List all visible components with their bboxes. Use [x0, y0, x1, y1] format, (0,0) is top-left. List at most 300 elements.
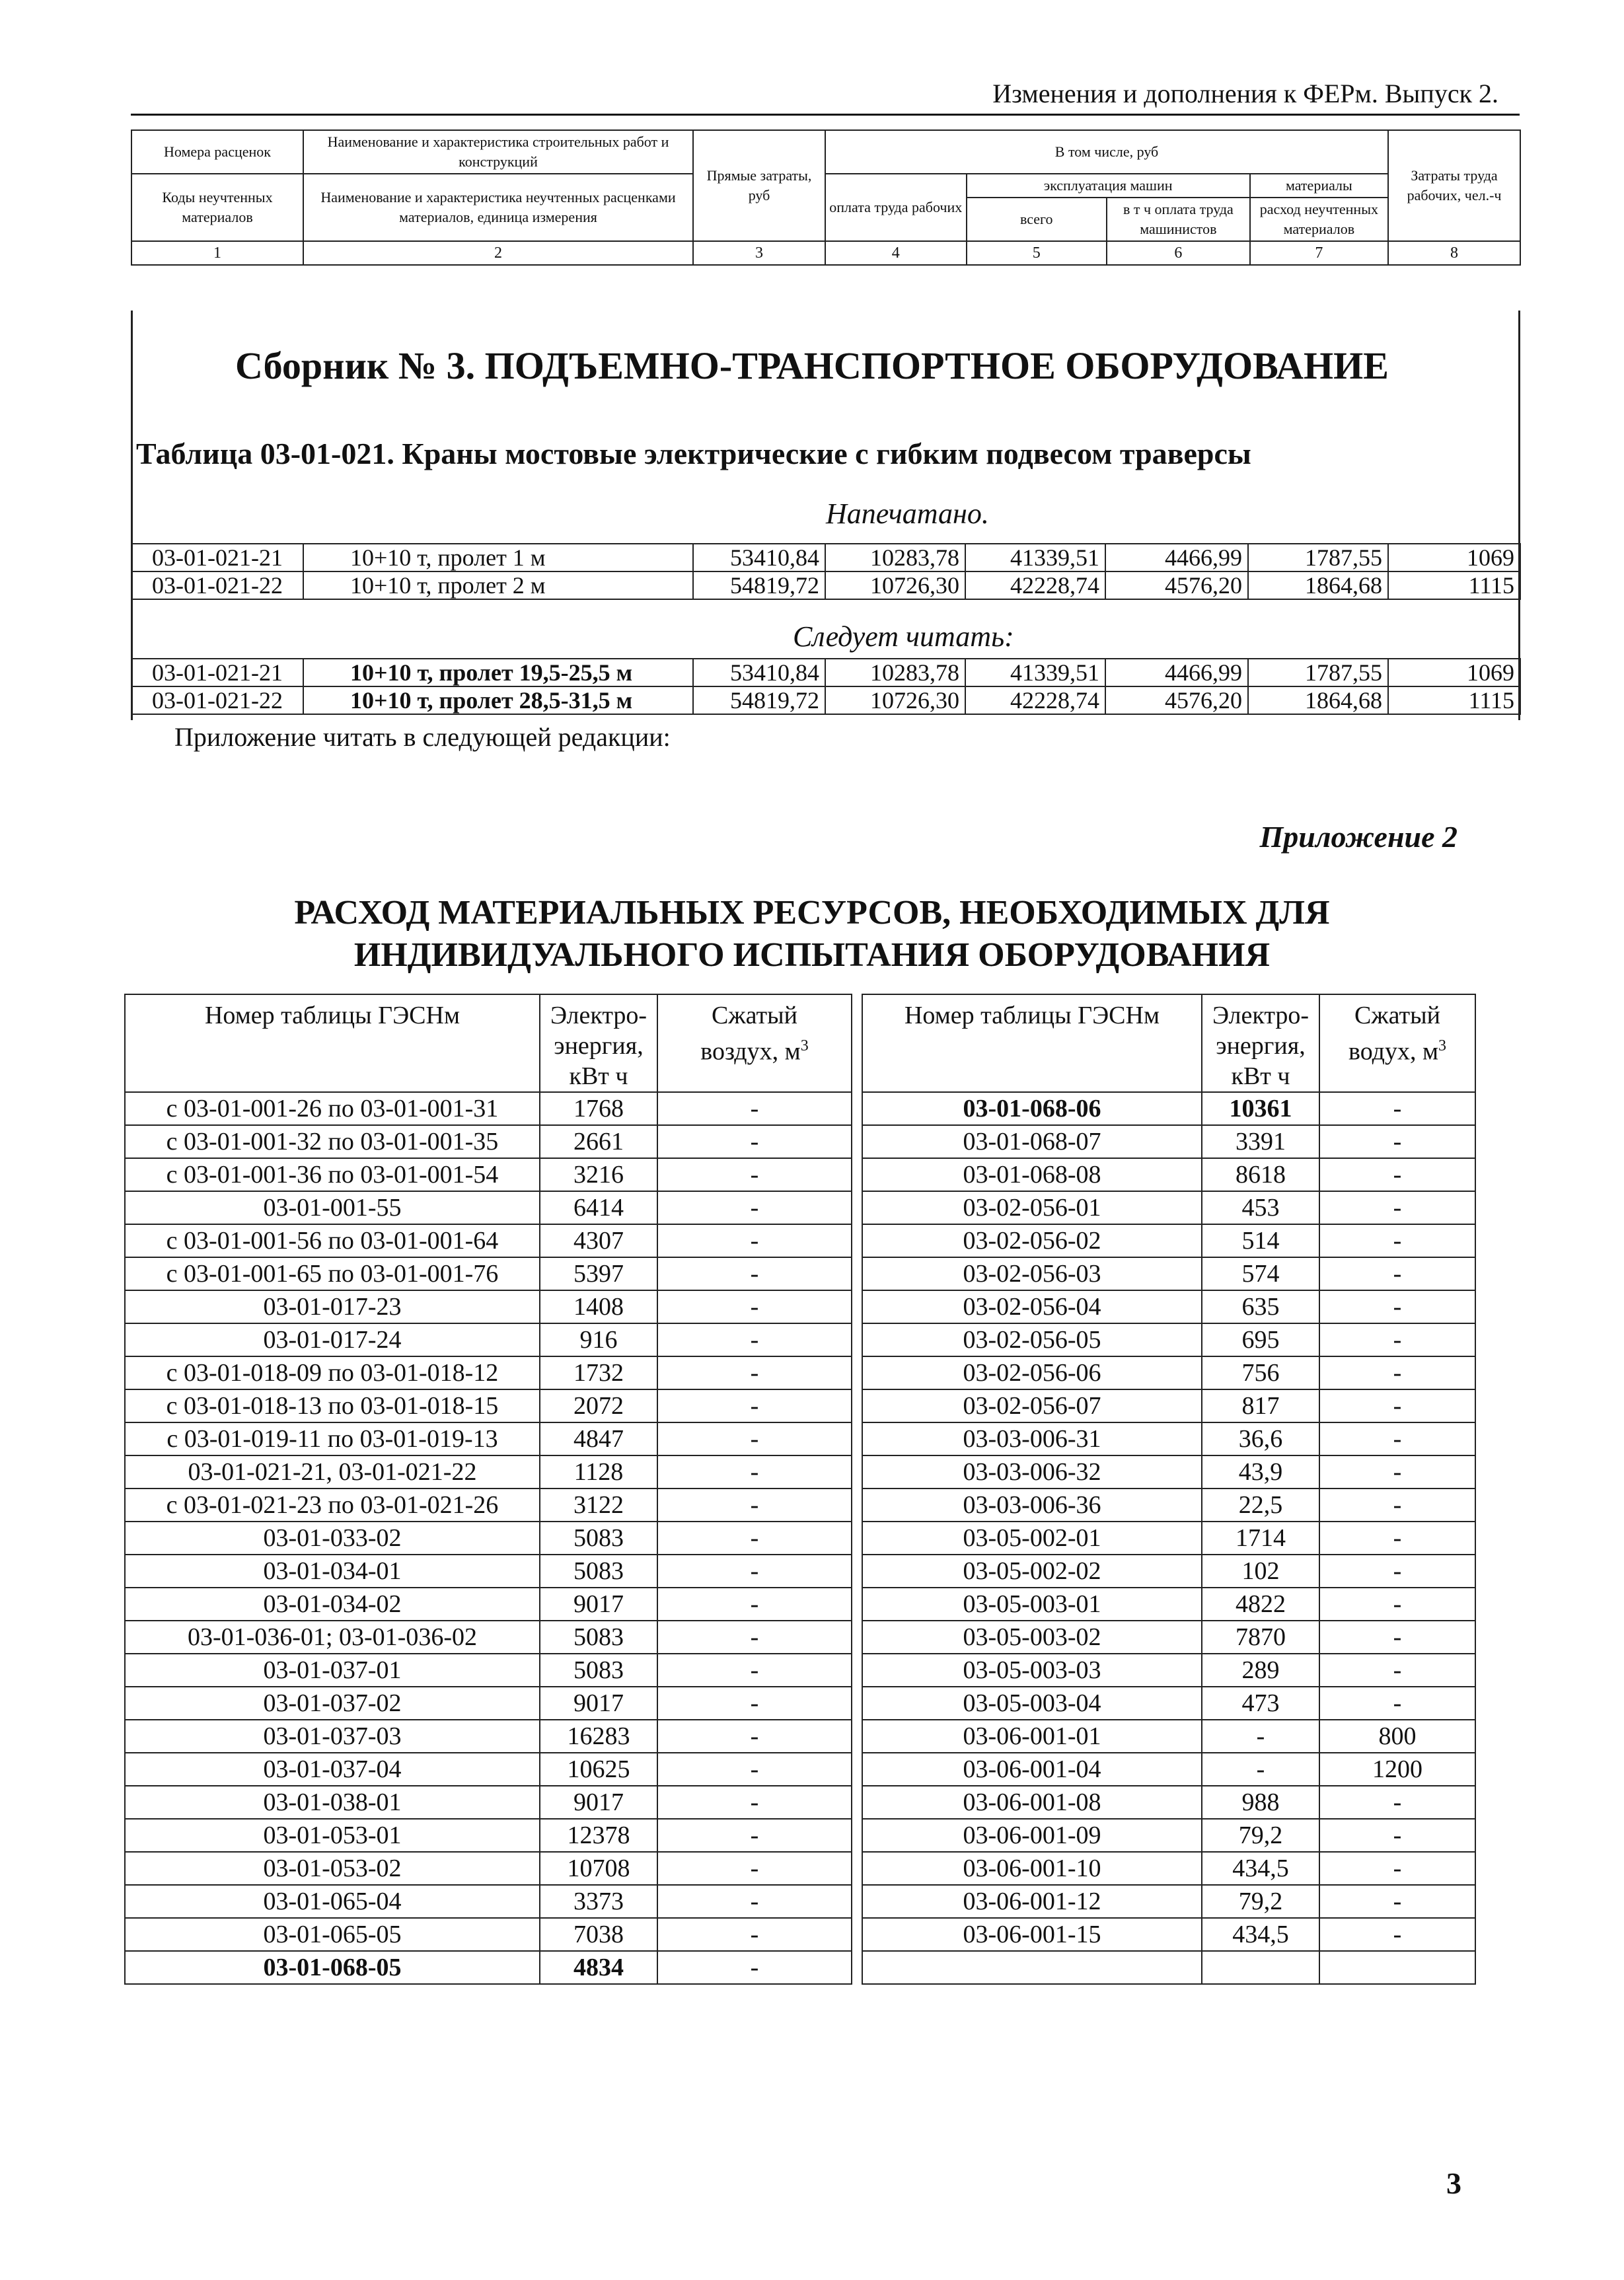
cell-table-number: 03-01-065-04 [125, 1885, 540, 1918]
cell-electricity: 10361 [1202, 1092, 1319, 1125]
cell-air: - [1319, 1819, 1475, 1852]
cell-air: - [1319, 1257, 1475, 1290]
cell-electricity: 16283 [540, 1720, 657, 1753]
cell-electricity: 695 [1202, 1323, 1319, 1356]
cell-table-number: 03-02-056-07 [862, 1389, 1202, 1422]
cell-air: - [657, 1753, 852, 1786]
should-read-label: Следует читать: [793, 620, 1014, 653]
header-line: Сжатый [1354, 1002, 1440, 1029]
cell-electricity: 5083 [540, 1621, 657, 1654]
cell-table-number: 03-05-002-01 [862, 1522, 1202, 1555]
table-row [862, 1720, 1475, 1753]
cell-value: 1864,68 [1248, 686, 1388, 714]
header-line: энергия, [1216, 1032, 1306, 1060]
table-row [125, 1720, 852, 1753]
cell-table-number: 03-01-037-04 [125, 1753, 540, 1786]
cell-air: - [657, 1621, 852, 1654]
header-rule [131, 114, 1520, 116]
table-row [862, 1489, 1475, 1522]
cell-table-number [862, 1951, 1202, 1984]
cell-electricity: 79,2 [1202, 1819, 1319, 1852]
cell-air: - [1319, 1654, 1475, 1687]
cell-table-number: 03-02-056-02 [862, 1224, 1202, 1257]
cell-air: - [1319, 1687, 1475, 1720]
cell-electricity: 9017 [540, 1588, 657, 1621]
cell-electricity: 4822 [1202, 1588, 1319, 1621]
cell-table-number: 03-06-001-04 [862, 1753, 1202, 1786]
col-number: 6 [1107, 242, 1250, 264]
cell-table-number: 03-06-001-15 [862, 1918, 1202, 1951]
table-row [125, 1885, 852, 1918]
hdr-rashod: расход неучтенных материалов [1250, 198, 1387, 240]
cell-table-number: с 03-01-001-36 по 03-01-001-54 [125, 1158, 540, 1191]
table-row [125, 1687, 852, 1720]
cell-value: 1787,55 [1248, 544, 1388, 571]
cell-air: - [657, 1092, 852, 1125]
cell-value: 41339,51 [965, 659, 1105, 686]
cell-electricity: 10625 [540, 1753, 657, 1786]
cell-air: - [657, 1555, 852, 1588]
cell-air: - [1319, 1290, 1475, 1323]
table-row [862, 1786, 1475, 1819]
table-row [862, 1555, 1475, 1588]
cell-electricity: 5083 [540, 1555, 657, 1588]
cell-table-number: 03-01-037-01 [125, 1654, 540, 1687]
main-title [0, 892, 1624, 976]
cell-electricity: 10708 [540, 1852, 657, 1885]
cell-air: - [657, 1356, 852, 1389]
cell-table-number: 03-01-068-07 [862, 1125, 1202, 1158]
cell-electricity [1202, 1951, 1319, 1984]
table-row [125, 1555, 852, 1588]
hdr-nomera: Номера расценок [131, 130, 303, 174]
cell-electricity: 102 [1202, 1555, 1319, 1588]
cell-air: - [657, 1720, 852, 1753]
printed-rows-table [131, 543, 1521, 600]
cell-electricity: 1714 [1202, 1522, 1319, 1555]
table-row [125, 1588, 852, 1621]
cell-electricity: 289 [1202, 1654, 1319, 1687]
cell-table-number: с 03-01-001-26 по 03-01-001-31 [125, 1092, 540, 1125]
cell-table-number: с 03-01-001-65 по 03-01-001-76 [125, 1257, 540, 1290]
cell-air: - [657, 1588, 852, 1621]
table-row [125, 1422, 852, 1455]
hdr-materialy: материалы [1250, 174, 1387, 198]
cell-air: 1200 [1319, 1753, 1475, 1786]
appendix-label: Приложение 2 [1259, 820, 1458, 854]
table-row [862, 1158, 1475, 1191]
cell-electricity: 2661 [540, 1125, 657, 1158]
hdr-oplata: оплата труда рабочих [826, 174, 967, 240]
cell-table-number: 03-01-068-08 [862, 1158, 1202, 1191]
cell-table-number: 03-02-056-01 [862, 1191, 1202, 1224]
cell-electricity: 36,6 [1202, 1422, 1319, 1455]
cell-air: - [657, 1125, 852, 1158]
cell-value: 10283,78 [825, 544, 965, 571]
table-row [862, 1819, 1475, 1852]
table-row [125, 1224, 852, 1257]
cell-table-number: 03-03-006-32 [862, 1455, 1202, 1489]
cell-table-number: с 03-01-021-23 по 03-01-021-26 [125, 1489, 540, 1522]
table-row [125, 1522, 852, 1555]
cell-table-number: с 03-01-018-09 по 03-01-018-12 [125, 1356, 540, 1389]
hdr-naim1: Наименование и характеристика строительных работ и конструкций [303, 130, 693, 174]
hdr-vtch: в т ч оплата труда машинистов [1107, 198, 1250, 240]
cell-table-number: 03-03-006-36 [862, 1489, 1202, 1522]
cell-air: - [1319, 1356, 1475, 1389]
cell-table-number: 03-06-001-09 [862, 1819, 1202, 1852]
correct-rows-table [131, 658, 1521, 715]
printed-label: Напечатано. [826, 497, 989, 530]
cell-table-number: 03-01-053-02 [125, 1852, 540, 1885]
table-title: Таблица 03-01-021. Краны мостовые электрические с гибким подвесом траверсы [136, 437, 1251, 470]
cell-air: - [1319, 1323, 1475, 1356]
main-title-line-1: РАСХОД МАТЕРИАЛЬНЫХ РЕСУРСОВ, НЕОБХОДИМЫХ ДЛЯ [294, 894, 1330, 932]
cell-air: - [657, 1389, 852, 1422]
table-row [125, 1158, 852, 1191]
table-row [125, 1125, 852, 1158]
cell-air: 800 [1319, 1720, 1475, 1753]
cell-electricity: 5397 [540, 1257, 657, 1290]
cell-table-number: 03-02-056-03 [862, 1257, 1202, 1290]
hdr-sub-table [826, 174, 1387, 240]
table-row [862, 1951, 1475, 1984]
col-number: 3 [693, 241, 825, 265]
table-row [125, 1753, 852, 1786]
header-line: кВт ч [1231, 1062, 1290, 1090]
cell-air: - [1319, 1158, 1475, 1191]
cell-table-number: 03-02-056-04 [862, 1290, 1202, 1323]
cell-air: - [657, 1951, 852, 1984]
cell-code: 03-01-021-21 [131, 659, 303, 686]
cell-value: 42228,74 [965, 571, 1105, 599]
cell-electricity: 1128 [540, 1455, 657, 1489]
cell-electricity: 3373 [540, 1885, 657, 1918]
cell-table-number: 03-01-034-02 [125, 1588, 540, 1621]
header-line: Сжатый [712, 1002, 797, 1029]
cell-electricity: 9017 [540, 1786, 657, 1819]
cell-table-number: 03-02-056-05 [862, 1323, 1202, 1356]
table-row [862, 1191, 1475, 1224]
cell-value: 1069 [1388, 544, 1520, 571]
cell-electricity: 9017 [540, 1687, 657, 1720]
cell-value: 10726,30 [825, 571, 965, 599]
table-row [862, 1455, 1475, 1489]
table-row [131, 544, 1520, 571]
cell-table-number: 03-01-021-21, 03-01-021-22 [125, 1455, 540, 1489]
table-row [862, 1918, 1475, 1951]
page-number: 3 [1446, 2166, 1461, 2200]
hdr-v-tom-chisle: В том числе, руб [825, 130, 1388, 174]
cell-table-number: 03-01-068-06 [862, 1092, 1202, 1125]
cell-table-number: 03-06-001-10 [862, 1852, 1202, 1885]
cell-electricity: 514 [1202, 1224, 1319, 1257]
cell-electricity: 574 [1202, 1257, 1319, 1290]
table-row [862, 1621, 1475, 1654]
cell-air: - [1319, 1555, 1475, 1588]
cell-electricity: 4847 [540, 1422, 657, 1455]
cell-value: 54819,72 [693, 571, 825, 599]
after-text: Приложение читать в следующей редакции: [174, 722, 671, 752]
header-line: Электро- [550, 1002, 647, 1029]
cell-electricity: 1768 [540, 1092, 657, 1125]
table-row [125, 1323, 852, 1356]
cell-table-number: 03-01-065-05 [125, 1918, 540, 1951]
cell-value: 1115 [1388, 686, 1520, 714]
col-number: 2 [303, 241, 693, 265]
table-row [125, 1621, 852, 1654]
cell-value: 10726,30 [825, 686, 965, 714]
col-number: 7 [1315, 244, 1323, 262]
cell-electricity: 916 [540, 1323, 657, 1356]
cell-air: - [1319, 1918, 1475, 1951]
cell-air: - [657, 1290, 852, 1323]
cell-name: 10+10 т, пролет 1 м [303, 544, 693, 571]
cell-air: - [657, 1158, 852, 1191]
cell-value: 4576,20 [1105, 686, 1248, 714]
cell-table-number: 03-01-068-05 [125, 1951, 540, 1984]
cell-table-number: 03-05-003-01 [862, 1588, 1202, 1621]
cell-electricity: 473 [1202, 1687, 1319, 1720]
superscript-3: 3 [1438, 1037, 1446, 1054]
table-row [862, 1654, 1475, 1687]
col-number: 8 [1388, 241, 1520, 265]
hdr-naim2: Наименование и характеристика неучтенных расценками материалов, единица измерения [303, 174, 693, 241]
col-header-air [657, 994, 852, 1092]
cell-electricity: 434,5 [1202, 1918, 1319, 1951]
table-row [862, 1257, 1475, 1290]
cell-value: 1787,55 [1248, 659, 1388, 686]
cell-value: 41339,51 [965, 544, 1105, 571]
cell-table-number: 03-01-017-23 [125, 1290, 540, 1323]
table-row [125, 1257, 852, 1290]
header-unit: воздух, м [700, 1037, 801, 1066]
cell-air: - [657, 1852, 852, 1885]
hdr-vsego: всего [967, 198, 1107, 240]
cell-table-number: 03-06-001-08 [862, 1786, 1202, 1819]
cell-air: - [657, 1687, 852, 1720]
table-row [125, 1852, 852, 1885]
cell-value: 53410,84 [693, 659, 825, 686]
cell-value: 54819,72 [693, 686, 825, 714]
superscript-3: 3 [800, 1037, 809, 1054]
cell-air: - [657, 1654, 852, 1687]
table-row [125, 1389, 852, 1422]
cell-air [1319, 1951, 1475, 1984]
cell-name: 10+10 т, пролет 28,5-31,5 м [303, 686, 693, 714]
table-row [862, 1224, 1475, 1257]
resources-table-left [124, 994, 852, 1985]
top-table-header [131, 129, 1521, 266]
table-row [131, 659, 1520, 686]
cell-table-number: 03-01-037-03 [125, 1720, 540, 1753]
table-row [125, 1951, 852, 1984]
cell-air: - [1319, 1522, 1475, 1555]
main-title-line-2: ИНДИВИДУАЛЬНОГО ИСПЫТАНИЯ ОБОРУДОВАНИЯ [353, 936, 1271, 974]
cell-electricity: 5083 [540, 1522, 657, 1555]
cell-value: 10283,78 [825, 659, 965, 686]
cell-value: 53410,84 [693, 544, 825, 571]
cell-electricity: 1732 [540, 1356, 657, 1389]
cell-table-number: с 03-01-019-11 по 03-01-019-13 [125, 1422, 540, 1455]
table-row [862, 1588, 1475, 1621]
table-row [125, 1092, 852, 1125]
cell-electricity: 22,5 [1202, 1489, 1319, 1522]
cell-value: 4466,99 [1105, 659, 1248, 686]
cell-table-number: с 03-01-018-13 по 03-01-018-15 [125, 1389, 540, 1422]
cell-air: - [1319, 1092, 1475, 1125]
hdr-sub [825, 174, 1388, 241]
cell-air: - [1319, 1588, 1475, 1621]
cell-air: - [1319, 1489, 1475, 1522]
cell-value: 42228,74 [965, 686, 1105, 714]
col-header-air [1319, 994, 1475, 1092]
cell-table-number: 03-06-001-01 [862, 1720, 1202, 1753]
cell-electricity: 988 [1202, 1786, 1319, 1819]
cell-air: - [1319, 1455, 1475, 1489]
cell-air: - [1319, 1621, 1475, 1654]
col-header-table-number: Номер таблицы ГЭСНм [125, 994, 540, 1092]
cell-air: - [657, 1191, 852, 1224]
table-row [125, 1786, 852, 1819]
table-row [862, 1753, 1475, 1786]
cell-air: - [657, 1257, 852, 1290]
cell-air: - [1319, 1224, 1475, 1257]
cell-electricity: 4307 [540, 1224, 657, 1257]
cell-electricity: - [1202, 1720, 1319, 1753]
cell-electricity: 2072 [540, 1389, 657, 1422]
cell-table-number: 03-02-056-06 [862, 1356, 1202, 1389]
header-unit: водух, м [1348, 1037, 1438, 1066]
cell-value: 1069 [1388, 659, 1520, 686]
cell-air: - [657, 1422, 852, 1455]
table-row [862, 1389, 1475, 1422]
cell-electricity: 817 [1202, 1389, 1319, 1422]
cell-electricity: 12378 [540, 1819, 657, 1852]
table-row [125, 1191, 852, 1224]
cell-electricity: 3122 [540, 1489, 657, 1522]
sbornik-title: Сборник № 3. ПОДЪЕМНО-ТРАНСПОРТНОЕ ОБОРУДОВАНИЕ [235, 344, 1389, 387]
table-row [862, 1422, 1475, 1455]
cell-table-number: с 03-01-001-56 по 03-01-001-64 [125, 1224, 540, 1257]
cell-air: - [1319, 1786, 1475, 1819]
table-row [131, 571, 1520, 599]
table-row [125, 1290, 852, 1323]
cell-name: 10+10 т, пролет 19,5-25,5 м [303, 659, 693, 686]
table-row [125, 1356, 852, 1389]
cell-value: 4466,99 [1105, 544, 1248, 571]
table-header-row [125, 994, 852, 1092]
cell-table-number: 03-01-033-02 [125, 1522, 540, 1555]
cell-electricity: 6414 [540, 1191, 657, 1224]
cell-electricity: 453 [1202, 1191, 1319, 1224]
header-line: Электро- [1212, 1002, 1310, 1029]
cell-electricity: 79,2 [1202, 1885, 1319, 1918]
cell-electricity: 3391 [1202, 1125, 1319, 1158]
cell-electricity: 43,9 [1202, 1455, 1319, 1489]
resources-table-right [862, 994, 1476, 1985]
cell-table-number: 03-05-003-04 [862, 1687, 1202, 1720]
cell-air: - [657, 1323, 852, 1356]
cell-table-number: 03-01-001-55 [125, 1191, 540, 1224]
cell-air: - [657, 1489, 852, 1522]
table-row [125, 1819, 852, 1852]
cell-electricity: 7038 [540, 1918, 657, 1951]
table-row [862, 1852, 1475, 1885]
table-row [125, 1918, 852, 1951]
cell-value: 4576,20 [1105, 571, 1248, 599]
col-header-electricity [1202, 994, 1319, 1092]
cell-electricity: 4834 [540, 1951, 657, 1984]
col-number: 1 [131, 241, 303, 265]
cell-air: - [657, 1918, 852, 1951]
cell-table-number: 03-01-034-01 [125, 1555, 540, 1588]
hdr-zatraty: Затраты труда рабочих, чел.-ч [1388, 130, 1520, 241]
header-line: кВт ч [569, 1062, 628, 1090]
cell-air: - [657, 1224, 852, 1257]
cell-table-number: 03-01-017-24 [125, 1323, 540, 1356]
cell-table-number: 03-01-038-01 [125, 1786, 540, 1819]
col-number-subtable [826, 242, 1387, 264]
table-row [862, 1687, 1475, 1720]
col-header-electricity [540, 994, 657, 1092]
cell-air: - [1319, 1389, 1475, 1422]
cell-value: 1115 [1388, 571, 1520, 599]
cell-table-number: 03-03-006-31 [862, 1422, 1202, 1455]
table-row [862, 1092, 1475, 1125]
table-row [131, 686, 1520, 714]
cell-electricity: 434,5 [1202, 1852, 1319, 1885]
cell-air: - [657, 1885, 852, 1918]
cell-electricity: - [1202, 1753, 1319, 1786]
table-row [862, 1885, 1475, 1918]
col-number: 5 [967, 242, 1107, 264]
table-row [862, 1290, 1475, 1323]
cell-air: - [657, 1786, 852, 1819]
table-row [862, 1522, 1475, 1555]
cell-table-number: 03-05-002-02 [862, 1555, 1202, 1588]
cell-air: - [1319, 1422, 1475, 1455]
cell-electricity: 635 [1202, 1290, 1319, 1323]
table-row [862, 1323, 1475, 1356]
cell-table-number: 03-01-036-01; 03-01-036-02 [125, 1621, 540, 1654]
hdr-pryamye: Прямые затраты, руб [693, 130, 825, 241]
header-line [662, 1031, 847, 1067]
table-row [862, 1356, 1475, 1389]
cell-table-number: 03-05-003-02 [862, 1621, 1202, 1654]
cell-electricity: 756 [1202, 1356, 1319, 1389]
table-row [862, 1125, 1475, 1158]
cell-code: 03-01-021-22 [131, 686, 303, 714]
cell-air: - [1319, 1852, 1475, 1885]
cell-air: - [1319, 1191, 1475, 1224]
cell-electricity: 5083 [540, 1654, 657, 1687]
cell-table-number: с 03-01-001-32 по 03-01-001-35 [125, 1125, 540, 1158]
cell-air: - [657, 1522, 852, 1555]
cell-table-number: 03-01-037-02 [125, 1687, 540, 1720]
col-number: 4 [826, 242, 967, 264]
cell-air: - [1319, 1885, 1475, 1918]
cell-air: - [657, 1819, 852, 1852]
cell-table-number: 03-05-003-03 [862, 1654, 1202, 1687]
table-row [125, 1455, 852, 1489]
cell-electricity: 3216 [540, 1158, 657, 1191]
table-row [125, 1654, 852, 1687]
table-header-row [862, 994, 1475, 1092]
cell-electricity: 8618 [1202, 1158, 1319, 1191]
cell-value: 1864,68 [1248, 571, 1388, 599]
col-header-table-number: Номер таблицы ГЭСНм [862, 994, 1202, 1092]
